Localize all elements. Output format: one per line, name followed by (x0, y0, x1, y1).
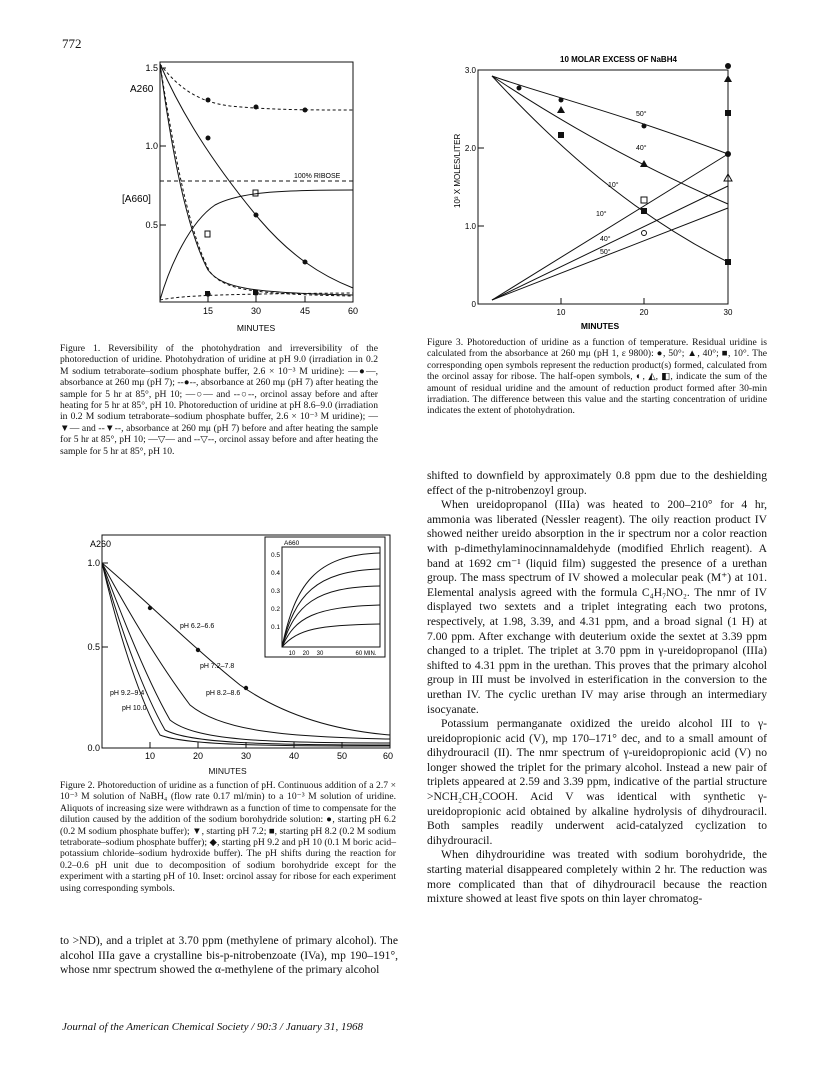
fig3-ytick-label: 1.0 (464, 222, 476, 231)
fig2-xlabel: MINUTES (208, 766, 247, 776)
figure-3-plot (440, 48, 745, 333)
fig2-inset-ytick: 0.2 (270, 606, 280, 613)
fig3-xtick-label: 10 (556, 308, 566, 317)
paragraph: When dihydrouridine was treated with sodium borohydride, the starting material disappeared completely within 2 hr. The reduction was more complicated than that of dihydrouracil because the reaction mixture showed at least five spots on thin layer chromatog- (427, 848, 767, 906)
fig2-curve-label: pH 6.2–6.6 (180, 623, 215, 630)
fig3-ytick-label: 2.0 (464, 144, 476, 153)
fig1-xtick-label: 45 (299, 306, 311, 316)
fig2-xtick-label: 40 (288, 751, 300, 761)
fig2-inset-ytick: 0.5 (270, 552, 280, 559)
fig3-ytick-label: 3.0 (464, 66, 476, 75)
fig2-inset-ytick: 0.4 (270, 570, 280, 577)
right-column-body (427, 469, 767, 907)
fig2-curve-label: pH 9.2–9.4 (110, 690, 145, 697)
page-number: 772 (62, 36, 82, 51)
figure-1-plot (110, 50, 380, 340)
fig1-ytick-label: 0.5 (145, 220, 158, 230)
fig3-curve-label: 40° (636, 145, 647, 152)
fig3-curve-label: 10° (596, 211, 607, 218)
fig2-inset-xtick: 10 (288, 651, 296, 657)
fig2-curve-label: pH 8.2–8.6 (206, 690, 241, 697)
fig2-ylabel: A260 (90, 539, 112, 549)
fig3-ylabel: 10³ X MOLES/LITER (453, 133, 462, 208)
fig3-ytick-label: 0 (471, 300, 476, 309)
fig2-xtick-label: 30 (240, 751, 252, 761)
journal-footer: Journal of the American Chemical Society / 90:3 / January 31, 1968 (62, 1021, 364, 1033)
fig3-xlabel: MINUTES (580, 321, 620, 331)
fig1-xlabel: MINUTES (236, 323, 276, 333)
fig2-ytick-label: 0.0 (87, 743, 100, 753)
figure-1-caption: Figure 1. Reversibility of the photohydration and irreversibility of the photoreduction of uridine. Photohydration of uridine at pH 9.0 (irradiation in 0.2 M sodium tetraborate–sodium phosphate buffer, 2.6 × 10⁻³ M uridine): —●—, absorbance at 260 mμ (pH 7); --●--, absorbance at 260 mμ (pH 7) after heating the sample for 5 hr at 85°, pH 10; —○— and --○--, orcinol assay before and after heating for 5 hr at 85°, pH 10. Photoreduction of uridine at pH 8.6–9.0 (irradiation in 0.2 M sodium tetraborate–sodium phosphate buffer, 2.6 × 10⁻³ M uridine); —▼— and --▼--, absorbance at 260 mμ (pH 7) before and after heating the sample for 5 hr at 85°, pH 10; —▽— and --▽--, orcinol assay before and after heating the sample for 5 hr at 85°, pH 10. (60, 343, 378, 457)
fig3-xtick-label: 30 (723, 308, 733, 317)
fig3-curve-label: 40° (600, 236, 611, 243)
fig3-xtick-label: 20 (639, 308, 649, 317)
fig1-xtick-label: 15 (202, 306, 214, 316)
fig2-xtick-label: 10 (144, 751, 156, 761)
paragraph: to >ND), and a triplet at 3.70 ppm (methylene of primary alcohol). The alcohol IIIa gave a crystalline bis-p-nitrobenzoate (IVa), mp 190–191°, whose nmr spectrum showed the α-methylene of the primary alcohol (60, 934, 398, 977)
fig2-inset-ylabel: A660 (284, 540, 300, 547)
figure-2-caption: Figure 2. Photoreduction of uridine as a function of pH. Continuous addition of a 2.7 × 10⁻³ M solution of NaBH₄ (flow rate 0.17 ml/min) to a 10⁻³ M solution of uridine. Aliquots of increasing size were withdrawn as a function of time to compensate for the dilution caused by the addition of the sodium borohydride solution: ●, starting pH 6.2 (0.2 M sodium phosphate buffer); ▼, starting pH 7.2; ■, starting pH 8.2 (0.2 M sodium tetraborate–sodium phosphate buffer); ◆, starting pH 9.2 and pH 10 (0.1 M boric acid–potassium chloride–sodium hydroxide buffer). The pH shifts during the reaction for 0.2–0.6 pH unit due to decomposition of sodium borohydride except for the experiment with a starting pH of 10. Inset: orcinol assay for ribose for each experiment using corresponding symbols. (60, 780, 396, 894)
fig2-ytick-label: 1.0 (87, 558, 100, 568)
fig3-curve-label: 50° (636, 111, 647, 118)
fig2-xtick-label: 50 (336, 751, 348, 761)
fig1-xtick-label: 60 (347, 306, 359, 316)
fig2-curve-label: pH 10.0 (122, 705, 147, 712)
fig3-curve-label: 10° (608, 182, 619, 189)
fig2-ytick-label: 0.5 (87, 642, 100, 652)
fig1-ribose-annotation: 100% RIBOSE (294, 173, 341, 180)
fig2-inset-ytick: 0.1 (270, 624, 280, 631)
fig1-ylabel-mid: [A660] (122, 194, 151, 205)
fig2-inset-xtick: 20 (302, 651, 310, 657)
fig1-ylabel-top: A260 (130, 84, 154, 95)
fig3-title: 10 MOLAR EXCESS OF NaBH4 (560, 55, 677, 64)
fig2-inset-xtick: 60 MIN. (355, 651, 377, 657)
fig2-inset-ytick: 0.3 (270, 588, 280, 595)
fig2-curve-label: pH 7.2–7.8 (200, 663, 235, 670)
fig3-curve-label: 50° (600, 249, 611, 256)
paragraph: shifted to downfield by approximately 0.8 ppm due to the deshielding effect of the p-nitrobenzoyl group. (427, 469, 767, 497)
fig1-ytick-label: 1.0 (145, 141, 158, 151)
paragraph: When ureidopropanol (IIIa) was heated to 200–210° for 4 hr, ammonia was liberated (Nessler reagent). The oily reaction product IV showed neither ureido absorption in the ir spectrum nor a color reaction with p-dimethylaminocinnamaldehyde (modified Ehrlich reagent). A band at 1692 cm⁻¹ (liquid film) suggested the presence of a urethan group. The mass spectrum of IV showed a molecular peak (M⁺) at 101. Elemental analysis agreed with the formula C₄H₇NO₂. The nmr of IV displayed two sextets and a triplet integrating each two protons, respectively, at 1.98, 3.39, and 4.31 ppm, and a broad signal (1 H) at 7.00 ppm. After exchange with deuterium oxide the sextet at 3.39 ppm changed to a triplet. The triplet at 3.70 ppm in γ-ureidopropanol (IIIa) shifted to 4.31 ppm in the urethan. This proves that the primary alcohol group in III must be involved in esterification in the conversion to the urethan IV. The cyclic urethan IV may arise through an intermediary isocyanate. (427, 498, 767, 716)
fig2-xtick-label: 20 (192, 751, 204, 761)
paragraph: Potassium permanganate oxidized the ureido alcohol III to γ-ureidopropionic acid (V), mp 170–171° dec, and to a small amount of dihydrouracil (II). The nmr spectrum of γ-ureidopropionic acid (V) no longer showed the triplet for the primary alcohol. Instead a new pair of triplets appeared at 2.59 and 3.39 ppm, indicative of the partial structure >NCH₂CH₂COOH. Acid V was identical with synthetic γ-ureidopropionic acid obtained by alkaline hydrolysis of dihydrouracil. Both samples readily underwent acid-catalyzed cyclization to dihydrouracil. (427, 717, 767, 847)
left-column-body (60, 934, 398, 978)
figure-2-plot (60, 525, 395, 762)
fig1-ytick-label: 1.5 (145, 63, 158, 73)
fig1-xtick-label: 30 (250, 306, 262, 316)
figure-3-caption: Figure 3. Photoreduction of uridine as a function of temperature. Residual uridine is calculated from the absorbance at 260 mμ (pH 1, ε 9800): ●, 50°; ▲, 40°; ■, 10°. The corresponding open symbols represent the reduction product(s) formed, calculated from the orcinol assay for ribose. The half-open symbols, ◐, ◭, ◧, indicate the sum of the amount of residual uridine and the amount of reduction product formed after 30-min irradiation. The difference between this value and the starting concentration of uridine indicates the extent of photohydration. (427, 337, 767, 417)
fig2-xtick-label: 60 (382, 751, 394, 761)
fig2-inset-xtick: 30 (316, 651, 324, 657)
